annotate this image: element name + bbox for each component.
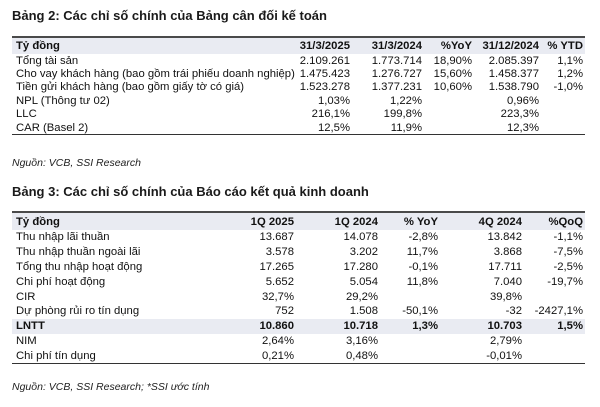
table-cell: 17.280 [343,260,378,273]
table-cell: 12,3% [506,121,539,134]
table-row [12,230,585,245]
table-cell: 11,7% [406,246,438,259]
table-cell: -1,1% [553,231,583,244]
table-row [12,121,585,135]
table-cell: 10.703 [440,319,524,334]
table3-source: Nguồn: VCB, SSI Research; *SSI ước tính [12,381,210,393]
row-label: CIR [16,290,36,303]
table-cell: -1,0% [553,81,583,94]
row-label: Thu nhập thuần ngoài lãi [16,246,141,259]
table-cell [541,108,585,121]
table-cell [524,334,585,349]
table-cell: 1.475.423 [299,68,350,81]
table-cell: 223,3% [500,108,539,121]
table-cell: 29,2% [345,290,378,303]
header-cell: %QoQ [524,212,585,230]
table-cell: 0,96% [506,94,539,107]
table-cell: 5.652 [265,275,294,288]
header-cell: %YoY [424,37,474,54]
table-row [12,108,585,121]
table-header-row [12,212,585,230]
table-row [12,260,585,275]
income-statement-table [12,211,585,364]
table-cell: 199,8% [383,108,422,121]
table-cell: 0,21% [261,349,294,362]
table-cell: 2,79% [489,334,522,347]
table-cell: 216,1% [311,108,350,121]
table-cell: 11,9% [390,121,422,134]
row-label: Tiền gửi khách hàng (bao gồm giấy tờ có giá) [16,81,245,94]
table-cell: 10.860 [212,319,296,334]
table-cell: -2427,1% [534,305,583,318]
table-cell: 1.377.231 [371,81,422,94]
table-cell: 18,90% [433,54,472,67]
header-cell: 4Q 2024 [440,212,524,230]
table-cell: 17.711 [488,260,522,273]
table-cell [524,289,585,304]
table-cell: 1,5% [524,319,585,334]
table-row [12,334,585,349]
table-cell: 1.773.714 [371,54,422,67]
table-cell: 1.538.790 [488,81,539,94]
table-cell: 3.868 [493,246,522,259]
table-cell: 1,1% [557,54,583,67]
table-cell: -0,01% [486,349,522,362]
row-label: LLC [16,108,37,121]
table-cell: 1,2% [557,68,583,81]
table-row [12,94,585,107]
table-cell: 1.508 [349,305,378,318]
row-label: CAR (Basel 2) [16,121,89,134]
row-label: NIM [16,334,37,347]
table3-title: Bảng 3: Các chỉ số chính của Báo cáo kết quả kinh doanh [12,184,369,199]
table-cell: -0,1% [408,260,438,273]
table-cell [424,121,474,135]
table-cell [380,289,440,304]
table-cell: 13.687 [259,231,294,244]
table-cell: -2,8% [408,231,438,244]
header-cell: % YoY [380,212,440,230]
table-cell: 39,8% [489,290,522,303]
row-label: Tổng tài sản [16,54,79,67]
table-cell: 2.109.261 [299,54,350,67]
table-cell [541,121,585,135]
table-row [12,81,585,94]
table-cell [380,348,440,363]
table-cell: 1,03% [317,94,350,107]
table-cell: -32 [505,305,522,318]
table-cell: 14.078 [343,231,378,244]
row-label: Chi phí hoạt động [16,275,106,288]
row-label: Tổng thu nhập hoạt động [16,260,143,273]
table-cell [541,94,585,107]
table-cell: 1.276.727 [371,68,422,81]
table-cell: 752 [275,305,294,318]
row-label: NPL (Thông tư 02) [16,94,110,107]
header-cell: 1Q 2024 [296,212,380,230]
table-cell: 1.458.377 [488,68,539,81]
table-cell: 5.054 [349,275,378,288]
table-row [12,289,585,304]
table-cell: 3,16% [345,334,378,347]
header-cell: Tỷ đồng [12,212,212,230]
table-cell: 2,64% [261,334,294,347]
table-cell: 13.842 [487,231,522,244]
table-cell: 1,3% [380,319,440,334]
table-cell: 17.265 [259,260,294,273]
table-cell: 11,8% [406,275,438,288]
table-cell: -7,5% [553,246,583,259]
table2-source: Nguồn: VCB, SSI Research [12,157,141,169]
table2-title: Bảng 2: Các chỉ số chính của Bảng cân đối kế toán [12,8,327,23]
table-cell: -2,5% [553,260,583,273]
table-row [12,274,585,289]
table-cell: -19,7% [547,275,583,288]
table-cell: 0,48% [345,349,378,362]
table-row [12,54,585,67]
header-cell: 1Q 2025 [212,212,296,230]
row-label: Chi phí tín dụng [16,349,96,362]
table-cell: 3.578 [265,246,294,259]
table-cell: 15,60% [433,68,472,81]
row-label: LNTT [12,319,212,334]
row-label: Dự phòng rủi ro tín dụng [16,305,140,318]
table-cell: 10,60% [433,81,472,94]
table-row [12,245,585,260]
table-cell [524,348,585,363]
table-header-row [12,37,585,54]
table-row [12,304,585,319]
row-label: Cho vay khách hàng (bao gồm trái phiếu doanh nghiệp) [16,68,295,81]
balance-sheet-table [12,36,585,135]
table-cell: 7.040 [493,275,522,288]
header-cell: 31/12/2024 [474,37,541,54]
row-label: Thu nhập lãi thuần [16,231,110,244]
table-row-highlight [12,319,585,334]
table-cell: 10.718 [296,319,380,334]
table-cell [380,334,440,349]
table-cell: 32,7% [261,290,294,303]
table-row [12,348,585,363]
table-cell: 1,22% [389,94,422,107]
header-cell: 31/3/2024 [352,37,424,54]
table-cell: 1.523.278 [299,81,350,94]
header-cell: Tỷ đồng [12,37,280,54]
table-row [12,67,585,80]
table-cell: 12,5% [317,121,350,134]
table-cell [424,108,474,121]
table-cell: -50,1% [402,305,438,318]
table-cell: 2.085.397 [488,54,539,67]
header-cell: 31/3/2025 [280,37,352,54]
table-cell [424,94,474,107]
header-cell: % YTD [541,37,585,54]
table-cell: 3.202 [349,246,378,259]
